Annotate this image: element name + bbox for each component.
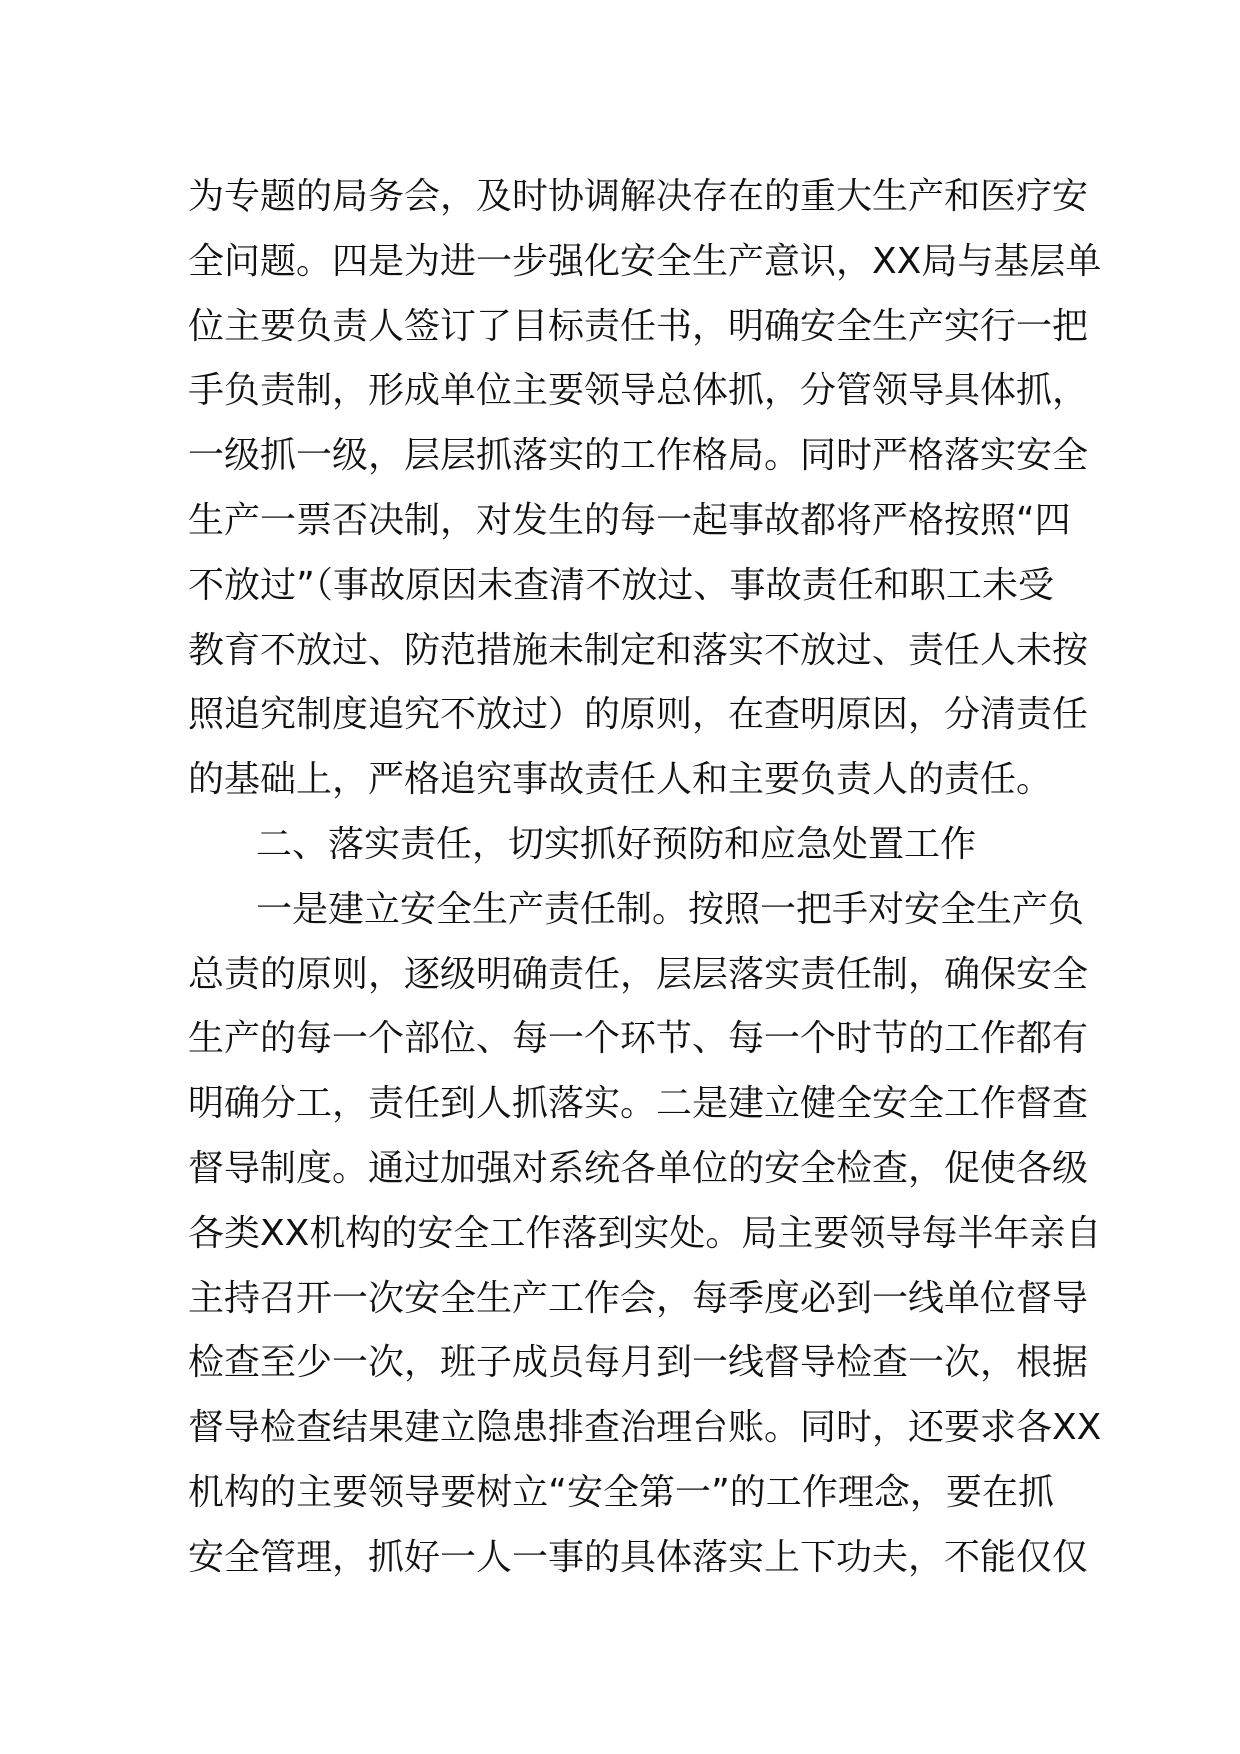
text-line: 教育不放过、防范措施未制定和落实不放过、责任人未按 [188,629,1089,671]
text-line: 督导制度。通过加强对系统各单位的安全检查，促使各级 [188,1147,1089,1189]
text-line: 手负责制，形成单位主要领导总体抓，分管领导具体抓， [188,370,1089,412]
text-line: 不放过”（事故原因未查清不放过、事故责任和职工未受 [188,564,1054,606]
text-line: 照追究制度追究不放过）的原则，在查明原因，分清责任 [188,694,1089,736]
text-line: 安全管理，抓好一人一事的具体落实上下功夫，不能仅仅 [188,1536,1089,1578]
section-two [188,813,1102,1591]
paragraph-safety-responsibility [188,165,1102,813]
text-line: 生产一票否决制，对发生的每一起事故都将严格按照“四 [188,499,1071,541]
text-line: 一是建立安全生产责任制。按照一把手对安全生产负 [256,888,1085,930]
text-line: 各类XX机构的安全工作落到实处。局主要领导每半年亲自 [188,1212,1102,1254]
text-line: 检查至少一次，班子成员每月到一线督导检查一次，根据 [188,1342,1089,1384]
text-line: 生产的每一个部位、每一个环节、每一个时节的工作都有 [188,1018,1089,1060]
text-line: 一级抓一级，层层抓落实的工作格局。同时严格落实安全 [188,435,1089,477]
text-line: 位主要负责人签订了目标责任书，明确安全生产实行一把 [188,305,1089,347]
text-line: 全问题。四是为进一步强化安全生产意识，XX局与基层单 [188,240,1102,282]
text-line: 机构的主要领导要树立“安全第一”的工作理念，要在抓 [188,1471,1054,1513]
text-line: 的基础上，严格追究事故责任人和主要负责人的责任。 [188,759,1053,801]
text-line: 为专题的局务会，及时协调解决存在的重大生产和医疗安 [188,176,1089,217]
text-line: 督导检查结果建立隐患排查治理台账。同时，还要求各XX [188,1407,1102,1449]
text-line: 明确分工，责任到人抓落实。二是建立健全安全工作督查 [188,1083,1089,1125]
text-line: 主持召开一次安全生产工作会，每季度必到一线单位督导 [188,1277,1089,1319]
text-line: 总责的原则，逐级明确责任，层层落实责任制，确保安全 [188,953,1089,995]
section-heading: 二、落实责任，切实抓好预防和应急处置工作 [256,824,977,865]
